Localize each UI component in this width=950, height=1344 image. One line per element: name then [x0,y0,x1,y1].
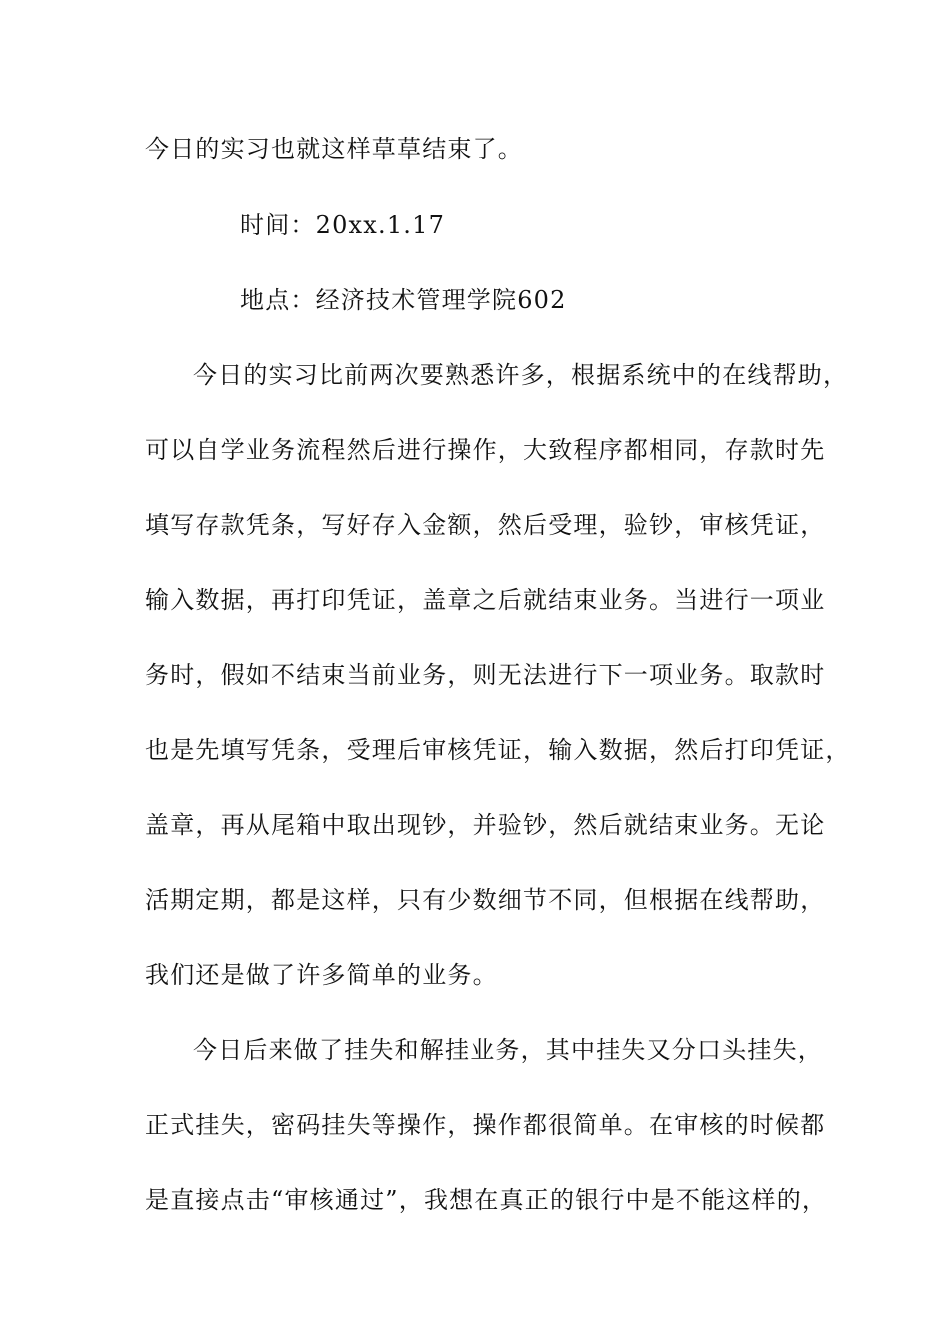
text-line: 输入数据，再打印凭证，盖章之后就结束业务。当进行一项业 [145,586,826,614]
text-line: 务时，假如不结束当前业务，则无法进行下一项业务。取款时 [145,661,826,689]
paragraph-start-line: 今日的实习比前两次要熟悉许多，根据系统中的在线帮助， [193,361,849,389]
text-line: 可以自学业务流程然后进行操作，大致程序都相同，存款时先 [145,436,826,464]
text-line: 活期定期，都是这样，只有少数细节不同，但根据在线帮助， [145,886,826,914]
text-line: 正式挂失，密码挂失等操作，操作都很简单。在审核的时候都 [145,1111,826,1139]
text-line: 填写存款凭条，写好存入金额，然后受理，验钞，审核凭证， [145,511,826,539]
text-line: 是直接点击“审核通过”，我想在真正的银行中是不能这样的， [145,1186,828,1214]
text-line: 也是先填写凭条，受理后审核凭证，输入数据，然后打印凭证， [145,736,851,764]
text-line: 我们还是做了许多简单的业务。 [145,961,498,989]
text-line: 今日的实习也就这样草草结束了。 [145,135,523,163]
text-line: 盖章，再从尾箱中取出现钞，并验钞，然后就结束业务。无论 [145,811,826,839]
location-line: 地点：经济技术管理学院602 [240,286,567,314]
date-line: 时间：20xx.1.17 [240,211,446,239]
paragraph-start-line: 今日后来做了挂失和解挂业务，其中挂失又分口头挂失， [193,1036,823,1064]
